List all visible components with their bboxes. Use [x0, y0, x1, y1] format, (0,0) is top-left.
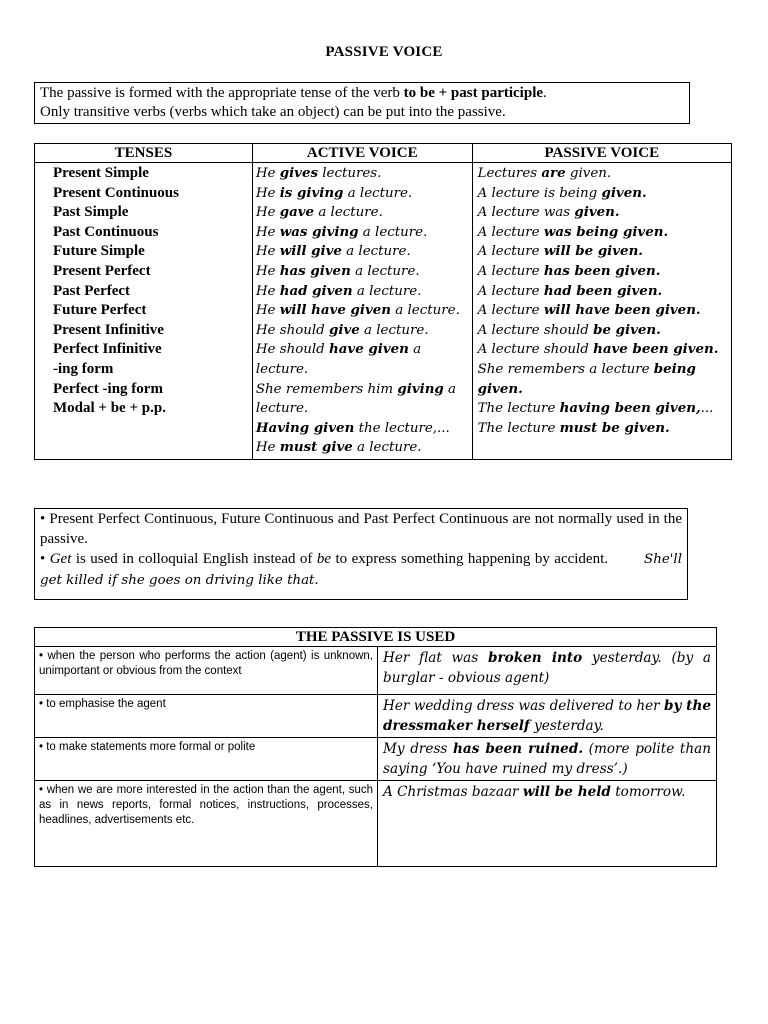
- passive-example: [476, 360, 728, 399]
- tense-name: Perfect Infinitive: [53, 341, 162, 358]
- example-text: He: [255, 303, 280, 319]
- header-passive-voice: PASSIVE VOICE: [472, 144, 731, 163]
- example-text: He: [255, 440, 280, 456]
- used-row: [35, 738, 717, 781]
- tense-name: Future Perfect: [53, 302, 147, 319]
- example-text: A lecture: [477, 224, 544, 240]
- notes-box: [34, 508, 688, 600]
- passive-used-table: [34, 627, 717, 867]
- example-verb: gives: [279, 165, 319, 181]
- use-example: [378, 647, 717, 695]
- tense-name: Present Simple: [53, 165, 149, 181]
- example-verb: given.: [574, 204, 620, 221]
- example-text: tomorrow.: [610, 784, 686, 800]
- example-text: lectures.: [318, 166, 382, 181]
- example-text: He: [255, 263, 280, 279]
- example-text: yesterday. (by a burglar - obvious agent): [383, 650, 711, 686]
- example-text: A lecture: [477, 303, 544, 319]
- example-verb: must be given.: [559, 419, 670, 436]
- tense-name: -ing form: [53, 360, 114, 377]
- header-tenses: TENSES: [35, 144, 253, 163]
- passive-example: [476, 321, 728, 341]
- example-verb: had been given.: [543, 282, 663, 299]
- used-row: [35, 647, 717, 695]
- example-verb: has been given.: [543, 262, 661, 279]
- use-case: • to emphasise the agent: [35, 695, 378, 738]
- tense-name: Perfect -ing form: [53, 380, 163, 397]
- example-text: a lecture.: [391, 303, 460, 319]
- passive-example: [476, 242, 728, 262]
- note-2-bullet: •: [40, 551, 50, 567]
- example-text: yesterday.: [529, 718, 604, 734]
- tense-name: Past Continuous: [53, 223, 159, 240]
- example-text: Lectures: [477, 166, 542, 181]
- example-verb: giving: [397, 380, 444, 397]
- passive-examples-cell: [472, 163, 731, 460]
- example-text: A lecture is being: [477, 185, 602, 201]
- passive-example: [476, 419, 728, 439]
- tenses-body-row: [35, 163, 732, 460]
- example-text: a lecture.: [314, 205, 383, 221]
- page-title: PASSIVE VOICE: [325, 44, 443, 60]
- active-example: [256, 164, 469, 184]
- example-text: Her flat was: [383, 650, 488, 666]
- use-example: [378, 738, 717, 781]
- active-example: [256, 242, 469, 262]
- example-verb: given.: [601, 184, 647, 201]
- example-verb: will be given.: [543, 243, 643, 260]
- passive-example: [476, 184, 728, 204]
- passive-example: [476, 301, 728, 321]
- tense-names-cell: [35, 163, 253, 460]
- used-header-row: [35, 628, 717, 647]
- example-text: Her wedding dress was delivered to her: [383, 698, 665, 714]
- intro-period: .: [543, 85, 547, 101]
- active-examples-cell: [252, 163, 472, 460]
- note-2-example: She'll get killed if she goes on driving like that.: [40, 552, 682, 588]
- example-text: He: [255, 166, 280, 181]
- example-verb: will give: [279, 243, 342, 260]
- tenses-table: [34, 143, 732, 460]
- intro-formula: to be + past participle: [403, 85, 544, 101]
- example-verb: has given: [279, 262, 351, 279]
- intro-line-1: [40, 84, 684, 103]
- note-1: • Present Perfect Continuous, Future Continuous and Past Perfect Continuous are not normally used in the passive.: [40, 511, 682, 547]
- example-verb: is giving: [279, 184, 344, 201]
- example-text: He: [255, 224, 280, 240]
- tense-name: Past Simple: [53, 204, 129, 221]
- active-example: [256, 380, 469, 419]
- intro-text: The passive is formed with the appropriate tense of the verb: [40, 85, 404, 101]
- example-text: a lecture.: [352, 283, 422, 299]
- example-verb: was giving: [279, 223, 359, 240]
- passive-example: [476, 282, 728, 302]
- example-text: He should: [255, 322, 330, 338]
- example-text: A Christmas bazaar: [383, 784, 523, 800]
- header-active-voice: ACTIVE VOICE: [252, 144, 472, 163]
- active-example: [256, 340, 469, 379]
- example-text: My dress: [383, 741, 454, 757]
- example-verb: was being given.: [543, 223, 669, 240]
- example-text: She remembers him: [255, 381, 398, 397]
- example-verb: have given: [329, 341, 409, 358]
- passive-example: [476, 203, 728, 223]
- tense-name: Past Perfect: [53, 282, 131, 299]
- tense-name: Future Simple: [53, 243, 145, 260]
- example-text: a lecture.: [359, 322, 429, 338]
- tense-name: Present Perfect: [53, 262, 151, 279]
- example-text: (more polite than saying ‘You have ruined my dress’.): [383, 741, 711, 777]
- example-text: He: [255, 185, 280, 201]
- intro-box: [34, 82, 690, 124]
- example-text: A lecture: [477, 244, 544, 260]
- note-2-get: Get: [49, 551, 72, 567]
- example-verb: has been ruined.: [453, 741, 584, 757]
- example-verb: Having given: [255, 419, 355, 436]
- used-row: [35, 695, 717, 738]
- use-case: • when the person who performs the action (agent) is unknown, unimportant or obvious from the context: [35, 647, 378, 695]
- example-text: The lecture: [477, 420, 560, 436]
- example-text: a lecture.: [352, 440, 422, 456]
- example-verb: will have given: [279, 302, 392, 319]
- note-2-end: to express something happening by accident.: [331, 551, 609, 567]
- example-verb: will have been given.: [543, 302, 701, 319]
- example-text: A lecture should: [477, 342, 594, 358]
- example-verb: had given: [279, 282, 353, 299]
- tense-name: Present Infinitive: [53, 321, 164, 338]
- active-example: [256, 282, 469, 302]
- example-text: He: [255, 283, 280, 299]
- use-example: [378, 781, 717, 867]
- passive-example: [476, 399, 728, 419]
- example-verb: give: [329, 321, 360, 338]
- example-text: a lecture.: [341, 244, 411, 260]
- example-text: a lecture.: [358, 224, 428, 240]
- used-body: [35, 647, 717, 867]
- active-example: [256, 321, 469, 341]
- example-text: He should: [255, 342, 330, 358]
- example-text: given.: [565, 166, 612, 181]
- tense-name: Present Continuous: [53, 184, 179, 201]
- example-text: a lecture.: [255, 381, 457, 417]
- example-text: He: [255, 205, 280, 221]
- example-verb: having been given,: [559, 400, 701, 417]
- example-text: A lecture: [477, 283, 544, 299]
- example-verb: must give: [279, 439, 353, 456]
- passive-example: [476, 164, 728, 184]
- example-text: A lecture should: [477, 322, 594, 338]
- example-text: He: [255, 244, 280, 260]
- active-example: [256, 301, 469, 321]
- active-example: [256, 419, 469, 439]
- active-example: [256, 184, 469, 204]
- note-2: [40, 549, 682, 591]
- passive-example: [476, 340, 728, 360]
- passive-example: [476, 223, 728, 243]
- example-text: ...: [700, 401, 714, 417]
- example-verb: be given.: [593, 321, 661, 338]
- example-verb: broken into: [488, 650, 583, 666]
- example-verb: by the dressmaker herself: [383, 698, 711, 734]
- example-verb: have been given.: [593, 341, 719, 358]
- use-case: • when we are more interested in the action than the agent, such as in news reports, formal notices, instructions, processes, headlines, advertisements etc.: [35, 781, 378, 867]
- active-example: [256, 438, 469, 458]
- example-verb: being given.: [477, 360, 696, 397]
- note-2-be: be: [316, 551, 332, 567]
- use-example: [378, 695, 717, 738]
- example-text: A lecture: [477, 263, 544, 279]
- example-text: She remembers a lecture: [477, 361, 654, 377]
- example-text: the lecture,...: [354, 420, 450, 436]
- used-header: THE PASSIVE IS USED: [35, 628, 717, 647]
- tense-name: Modal + be + p.p.: [53, 400, 166, 417]
- example-text: A lecture was: [477, 205, 575, 221]
- example-text: a lecture.: [343, 185, 413, 201]
- tenses-header-row: [35, 144, 732, 163]
- example-text: a lecture.: [350, 263, 420, 279]
- use-case: • to make statements more formal or polite: [35, 738, 378, 781]
- passive-example: [476, 262, 728, 282]
- example-verb: will be held: [522, 784, 611, 800]
- active-example: [256, 203, 469, 223]
- active-example: [256, 262, 469, 282]
- example-text: The lecture: [477, 401, 560, 417]
- example-verb: are: [541, 165, 566, 181]
- used-row: [35, 781, 717, 867]
- note-2-mid: is used in colloquial English instead of: [71, 551, 317, 567]
- active-example: [256, 223, 469, 243]
- example-text: a lecture.: [255, 342, 422, 377]
- example-verb: gave: [279, 204, 315, 221]
- intro-line-2: Only transitive verbs (verbs which take an object) can be put into the passive.: [40, 104, 506, 120]
